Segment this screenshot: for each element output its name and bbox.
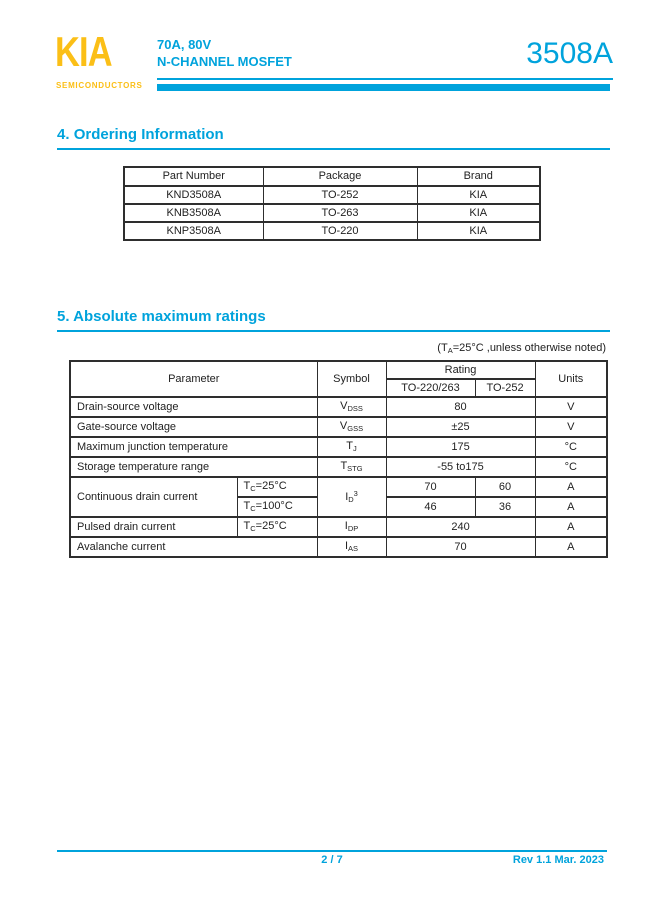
units-cell: °C [535, 437, 607, 457]
symbol-cell: $I_{AS}$ [317, 537, 386, 557]
parameter-cell: Gate-source voltage [70, 417, 317, 437]
rating-cell: 240 [386, 517, 535, 537]
col-header-package: Package [263, 167, 417, 186]
ordering-header-row [124, 167, 540, 186]
rating-cell: 70 [386, 477, 475, 497]
device-spec [157, 36, 292, 70]
symbol-cell: $T_J$ [317, 437, 386, 457]
section-number: 4. [57, 126, 70, 143]
parameter-cell: Pulsed drain current [70, 517, 237, 537]
table-row-drain-source-voltage [70, 397, 607, 417]
symbol-cell: $T_{STG}$ [317, 457, 386, 477]
units-cell: °C [535, 457, 607, 477]
rating-cell: 175 [386, 437, 535, 457]
brand-cell: KIA [417, 186, 540, 204]
col-header-rating: Rating [386, 361, 535, 379]
section-title: Absolute maximum ratings [73, 308, 266, 325]
package-cell: TO-220 [263, 222, 417, 240]
footer-rule [57, 850, 607, 852]
kia-logo: KIA [55, 28, 112, 75]
units-cell: A [535, 517, 607, 537]
page-indicator: 2 / 7 [321, 854, 343, 866]
parameter-cell: Storage temperature range [70, 457, 317, 477]
col-header-symbol: Symbol [317, 361, 386, 397]
parameter-cell: Drain-source voltage [70, 397, 317, 417]
table-row-gate-source-voltage [70, 417, 607, 437]
units-cell: V [535, 397, 607, 417]
table-row-junction-temperature [70, 437, 607, 457]
package-cell: TO-263 [263, 204, 417, 222]
rating-cell: 60 [475, 477, 535, 497]
section-heading-ratings [57, 308, 610, 332]
ratings-table [69, 360, 608, 558]
part-number-cell: KNB3508A [124, 204, 263, 222]
table-row [124, 186, 540, 204]
col-header-to252: TO-252 [475, 379, 535, 397]
units-cell: V [535, 417, 607, 437]
symbol-cell: $V_{DSS}$ [317, 397, 386, 417]
rating-cell: 46 [386, 497, 475, 517]
part-number-cell: KND3508A [124, 186, 263, 204]
table-row-avalanche-current [70, 537, 607, 557]
condition-cell: $T_C=100^\circ C$ [237, 497, 317, 517]
rating-cell: 80 [386, 397, 535, 417]
col-header-units: Units [535, 361, 607, 397]
rating-cell: 36 [475, 497, 535, 517]
symbol-cell: $I_{DP}$ [317, 517, 386, 537]
brand-cell: KIA [417, 222, 540, 240]
ratings-condition-note: ($T_A=25^\circ C$ ,unless otherwise noted) [437, 342, 606, 355]
header-rule-thin [157, 78, 613, 80]
parameter-cell: Maximum junction temperature [70, 437, 317, 457]
header-rule-thick [157, 84, 610, 91]
section-title: Ordering Information [73, 126, 224, 143]
col-header-brand: Brand [417, 167, 540, 186]
ratings-header-row-1 [70, 361, 607, 379]
symbol-cell: $V_{GSS}$ [317, 417, 386, 437]
parameter-cell: Continuous drain current [70, 477, 237, 517]
revision-label: Rev 1.1 Mar. 2023 [512, 854, 604, 866]
spec-line-current-voltage: 70A, 80V [157, 37, 212, 52]
units-cell: A [535, 477, 607, 497]
col-header-part-number: Part Number [124, 167, 263, 186]
logo-tagline: SEMICONDUCTORS [56, 81, 143, 90]
brand-cell: KIA [417, 204, 540, 222]
table-row [124, 222, 540, 240]
units-cell: A [535, 537, 607, 557]
col-header-parameter: Parameter [70, 361, 317, 397]
table-row [124, 204, 540, 222]
units-cell: A [535, 497, 607, 517]
table-row-continuous-drain-current-25c [70, 477, 607, 497]
rating-cell: ±25 [386, 417, 535, 437]
condition-cell: $T_C=25^\circ C$ [237, 517, 317, 537]
section-number: 5. [57, 308, 70, 325]
rating-cell: 70 [386, 537, 535, 557]
table-row-storage-temperature [70, 457, 607, 477]
rating-cell: -55 to175 [386, 457, 535, 477]
table-row-pulsed-drain-current [70, 517, 607, 537]
symbol-cell: $I_D^3$ [317, 477, 386, 517]
package-cell: TO-252 [263, 186, 417, 204]
col-header-to220-263: TO-220/263 [386, 379, 475, 397]
part-number-title: 3508A [526, 37, 613, 70]
condition-cell: $T_C=25^\circ C$ [237, 477, 317, 497]
ordering-table [123, 166, 541, 241]
parameter-cell: Avalanche current [70, 537, 317, 557]
spec-line-channel-type: N-CHANNEL MOSFET [157, 54, 292, 69]
section-heading-ordering [57, 126, 610, 150]
part-number-cell: KNP3508A [124, 222, 263, 240]
